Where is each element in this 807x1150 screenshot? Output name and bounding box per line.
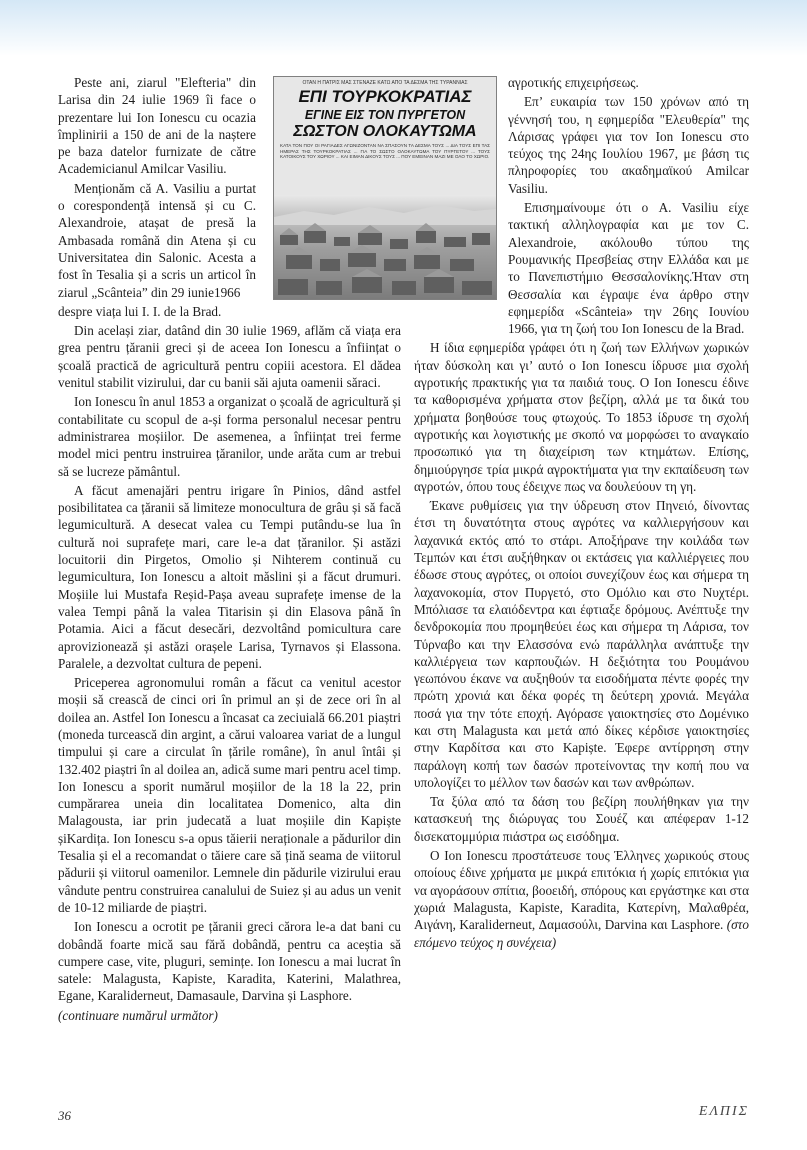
clipping-headline-1: ΕΠΙ ΤΟΥΡΚΟΚΡΑΤΙΑΣ [298, 87, 472, 106]
paragraph: Priceperea agronomului român a făcut ca venitul acestor moșii să crească de cinci ori în primul an și de zece ori în al doilea an. Astfel Ion Ionescu a încasat ca zeciuială 66.201 piaștri (moneda turcească din argint, a cărui valoarea variat de a lungul timpului și care a circulat în țările române), în anul întâi și 132.402 piaștri în al doilea an, adică sume mari pentru acel timp. Ion Ionescu a sporit numărul moșiilor de la 18 la 22, prin cumpărarea uneia din localitatea Domenico, alta din Malagousta, iar prin judecată a luat moșiile din Kapiște șiKardița. Ion Ionescu s-a opus tăierii neraționale a pădurilor din Tesalia și el a recomandat o tăiere care să țină seama de viitorul pădurii și viitorul oamenilor. Lemnele din pădurile vizirului erau vândute pentru construirea canalului de Suiez și au adus un venit de 10-12 miliarde de piaștri. [58, 675, 401, 915]
clipping-body-text: ΚΑΤΑ ΤΟΝ ΠΟΥ ΟΙ ΡΑΓΙΑΔΕΣ ΑΓΩΝΙΖΟΝΤΑΝ ΝΑ ΣΠΑΣΟΥΝ ΤΑ ΔΕΣΜΑ ΤΟΥΣ ... ΔΙΑ ΤΟΥΣ ΕΠΙ ΤΑΣ ΗΜΕΡΑΣ ΤΗΣ ΤΟΥΡΚΟΚΡΑΤΙΑΣ ... ΓΙΑ ΤΟ ΣΩΣΤΟ ΟΛΟΚΑΥΤΩΜΑ ΤΟΥ ΠΥΡΓΕΤΟΥ ... ΤΟΥΣ ΚΑΤΟΙΚΟΥΣ ΤΟΥ ΧΩΡΙΟΥ ... ΚΑΙ ΕΙΜΑΝ ΔΙΚΟΥΣ ΤΟΥΣ ... ΠΟΥ ΕΜΕΙΝΑΝ ΜΑΖΙ ΜΕ ΟΛΟ ΤΟ ΧΩΡΙΟ. [280, 143, 490, 160]
paragraph: A făcut amenajări pentru irigare în Pinios, dând astfel posibilitatea ca țăranii să limiteze monocultura de grâu și să facă legumicultură. A desecat valea cu Tempi putându-se lua în cultură noi suprafețe mari, care le-a dat țăranilor. Și astăzi locuitorii din Pirgetos, Omolio și Nihterem continuă cu legumicultura, Ion Ionescu a altoit măslini și a făcut drumuri. Moșiile lui Mustafa Reșid-Pașa aveau suprafețe imense de la valea Tempi până la valea Titarisin și din Elasova până în Potamia. Aici a făcut desecări, dezvoltând pomicultura care aprovizionează și astăzi orașele Larisa, Tyrnavos și Elassona. Paralele, a dezvoltat cultura de pepeni. [58, 482, 401, 671]
paragraph: Ion Ionescu în anul 1853 a organizat o școală de agricultură și contabilitate cu scopul de a-și forma personalul necesar pentru administrarea moșiilor. De asemenea, a înființat trei ferme model mici pentru instruirea țăranilor, unde arăta cum ar trebui să se lucreze pământul. [58, 394, 401, 479]
paragraph-continuation: αγροτικής επιχειρήσεως. [508, 75, 639, 90]
paragraph-last [414, 847, 749, 951]
paragraph: Επ’ ευκαιρία των 150 χρόνων από τη γέννησή του, η εφημερίδα "Ελευθερία" της Λάρισας γράφει για τον Ion Ionescu στο τεύχος της 24ης Ιουλίου 1967, με βάση τις πληροφορίες του ακαδημαϊκού Amilcar Vasiliu. [508, 94, 749, 196]
journal-name: ΕΛΠΙΣ [698, 1104, 749, 1119]
paragraph: Menționăm că A. Vasiliu a purtat o corespondență intensă și cu C. Alexandroie, atașat de presă la Ambasada română din Atena și cu Universitatea din Salonic. Acesta a fost în Tesalia și a scris un articol în ziarul „Scânteia” din 29 iunie1966 [58, 180, 256, 300]
paragraph: Η ίδια εφημερίδα γράφει ότι η ζωή των Ελλήνων χωρικών ήταν δύσκολη και γι’ αυτό ο Ion Ionescu ίδρυσε μια σχολή αγροτικής πρακτικής για τα παιδιά τους. Ο Ion Ionescu έδινε τα καθορισμένα χρήματα στον βεζίρη, αλλά με τα δικά του χρήματα βοηθούσε τους φτωχούς. Το 1853 ίδρυσε τη σχολή αγροτικής και λογιστικής με σκοπό να μορφώσει το αναγκαίο προσωπικό για τη διαχείριση των κτημάτων. Επίσης, δημιούργησε τρία μικρά αγροκτήματα για την εκπαίδευση των αγροτών, όπου τους έδειχνε πως να δουλεύουν τη γη. [414, 340, 749, 494]
paragraph: Επισημαίνουμε ότι ο A. Vasiliu είχε τακτική αλληλογραφία και με τον C. Alexandroie, ακόλουθο τύπου της Ρουμανικής Πρεσβείας στην Ελλάδα και με το Πανεπιστήμιο Θεσσαλονίκης.Ήταν στη Θεσσαλία και έγραψε ένα άρθρο στην εφημερίδα «Scânteia» την 26ης Ιουνίου 1966, για τη ζωή του Ion Ionescu de la Brad. [508, 200, 749, 337]
paragraph: Έκανε ρυθμίσεις για την ύδρευση στον Πηνειό, δίνοντας έτσι τη δυνατότητα στους αγρότες να καλλιεργήσουν και λαχανικά εκτός από το στάρι. Αποξήρανε την κοιλάδα των Τεμπών και έτσι αυξήθηκαν οι εκτάσεις για καλλιέργειες που έδωσε στους αγρότες, οι οποίοι συνεχίζουν έως και σήμερα τη λαχανοκομία, στον Πυργετό, στο Ομόλιο και στο Νυχτέρι. Μπόλιασε τα ελαιόδεντρα και έφτιαξε δρόμους. Ανέπτυξε την δενδροκομία που προμηθεύει έως και σήμερα τη Λάρισα, τον Τύρναβο και την Ελασσόνα ενώ παράλληλα ανάπτυξε την καλλιέργεια των καρπουζιών. Η δεξιότητα του Ρουμάνου γεωπόνου έκανε να αυξηθούν τα εισοδήματα πέντε φορές την πρώτη χρονιά και δέκα φορές τη δεύτερη χρονιά. Μεγάλα ποσά για την τότε εποχή. Αγόρασε γαιοκτησίες στο Δομένικο και στη Malagusta και μετά από δίκες κέρδισε γαιοκτησίες στην Καρδίτσα και στο Kapiște. Έφερε αντίρρηση στην παράλογη κοπή των δασών προτείνοντας την κοπή που να υπολογίζει το μέλλον των δασών και των ανθρώπων. [414, 498, 749, 790]
clipping-kicker: ΟΤΑΝ Η ΠΑΤΡΙΣ ΜΑΣ ΣΤΕΝΑΖΕ ΚΑΤΩ ΑΠΟ ΤΑ ΔΕΣΜΑ ΤΗΣ ΤΥΡΑΝΝΙΑΣ [302, 80, 468, 86]
paragraph: Din același ziar, datând din 30 iulie 1969, aflăm că viața era grea pentru țăranii greci și de aceea Ion Ionescu a înființat o școală practică de agricultură pentru copiii acestora. El dădea venitul stabilit vizirului, dar cu banii săi ajuta oamenii săraci. [58, 323, 401, 391]
paragraph: Τα ξύλα από τα δάση του βεζίρη πουλήθηκαν για την κατασκευή της διώρυγας του Σουέζ και απέφεραν 1-12 δισεκατομμύρια πιάστρα ως εισόδημα. [414, 794, 749, 844]
paragraph-text: Ο Ion Ionescu προστάτευσε τους Έλληνες χωρικούς στους οποίους έδινε χρήματα με μικρά επιτόκια ή χωρίς επιτόκια για να αγοράσουν σπίτια, βοοειδή, σπόρους και εργάστηκε και στα χωριά Malagusta, Kapiste, Karadita, Κατερίνη, Μαλαθρέα, Αιγάνη, Karaliderneut, Δαμασούλι, Darvina και Lasphore. [414, 848, 749, 933]
paragraph: Ion Ionescu a ocrotit pe țăranii greci cărora le-a dat bani cu dobândă foarte mică sau fără dobândă, pentru ca aceștia să cumpere case, vite, pluguri, semințe. Ion Ionescu a mai lucrat în satele: Malagusta, Kapiste, Karadita, Katerini, Malathrea, Egane, Karaliderneut, Damasaule, Darvina și Lasphore. [58, 919, 401, 1004]
paragraph: Peste ani, ziarul "Elefteria" din Larisa din 24 iulie 1969 îi face o prezentare lui Ion Ionescu cu ocazia împlinirii a 150 de ani de la naștere pe baza datelor furnizate de către Academicianul Amilcar Vasiliu. [58, 75, 256, 177]
header-band [0, 0, 807, 56]
paragraph-continuation: despre viața lui I. I. de la Brad. [58, 303, 222, 319]
clipping-headline-3: ΣΩΣΤΟΝ ΟΛΟΚΑΥΤΩΜΑ [293, 123, 477, 140]
continuation-note: (στο επόμενο τεύχος η συνέχεια) [414, 917, 749, 950]
continuation-note: (continuare numărul următor) [58, 1007, 218, 1023]
clipping-headline-2: ΕΓΙΝΕ ΕΙΣ ΤΟΝ ΠΥΡΓΕΤΟΝ [304, 108, 466, 122]
right-column-greek [414, 74, 749, 953]
page-number: 36 [58, 1108, 71, 1123]
